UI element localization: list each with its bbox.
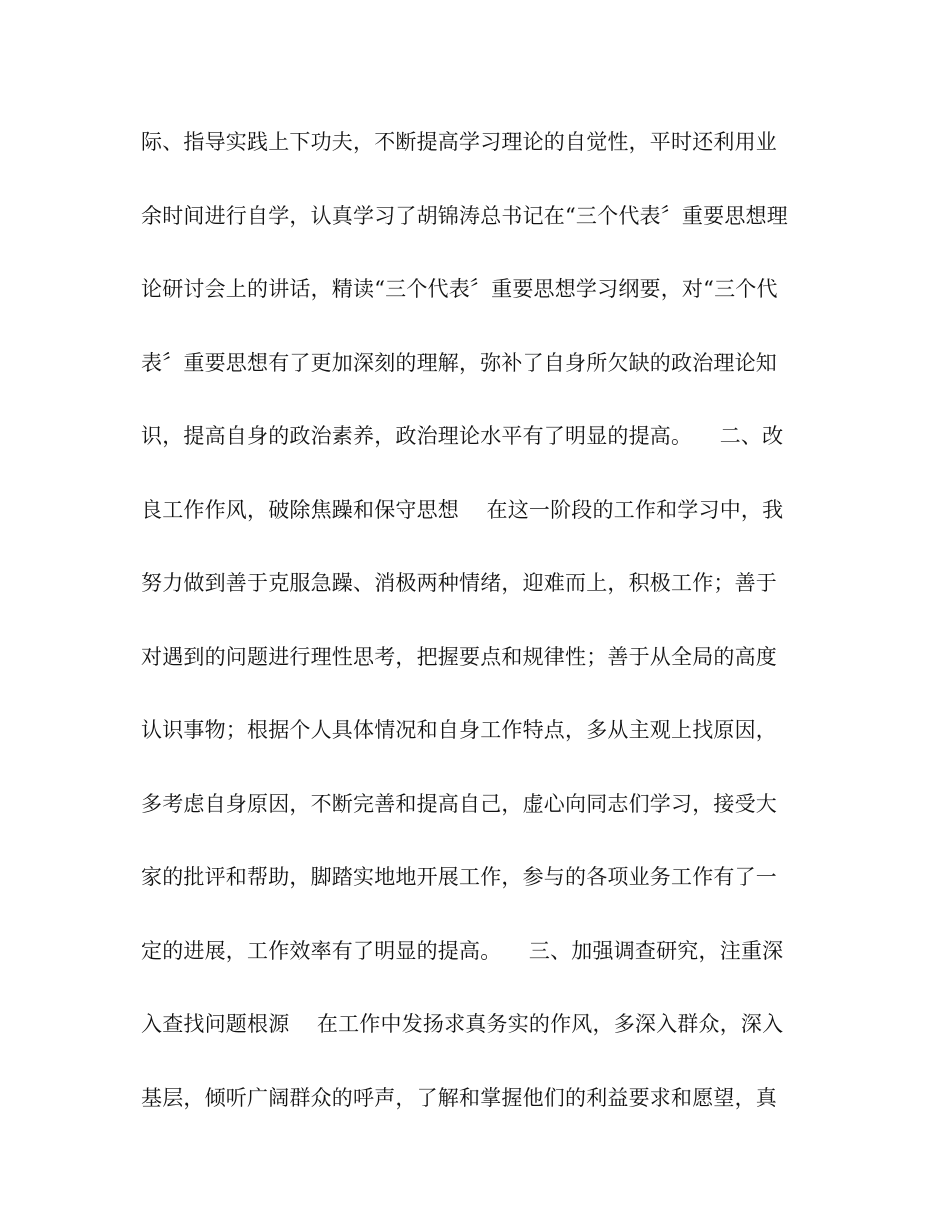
text-line: 定的进展，工作效率有了明显的提高。 三、加强调查研究，注重深 xyxy=(141,939,784,963)
text-line: 际、指导实践上下功夫，不断提高学习理论的自觉性，平时还利用业 xyxy=(141,130,777,154)
text-line: 余时间进行自学，认真学习了胡锦涛总书记在“三个代表〞重要思想理 xyxy=(141,204,788,228)
text-line: 认识事物；根据个人具体情况和自身工作特点，多从主观上找原因， xyxy=(141,718,777,742)
text-line: 入查找问题根源 在工作中发扬求真务实的作风，多深入群众，深入 xyxy=(141,1012,784,1036)
text-line: 努力做到善于克服急躁、消极两种情绪，迎难而上，积极工作；善于 xyxy=(141,571,777,595)
text-line: 多考虑自身原因，不断完善和提高自己，虚心向同志们学习，接受大 xyxy=(141,792,777,816)
text-line: 良工作作风，破除焦躁和保守思想 在这一阶段的工作和学习中，我 xyxy=(141,498,784,522)
text-line: 基层，倾听广阔群众的呼声，了解和掌握他们的利益要求和愿望，真 xyxy=(141,1086,777,1110)
text-line: 识，提高自身的政治素养，政治理论水平有了明显的提高。 二、改 xyxy=(141,424,784,448)
text-line: 对遇到的问题进行理性思考，把握要点和规律性；善于从全局的高度 xyxy=(141,645,777,669)
text-line: 论研讨会上的讲话，精读“三个代表〞重要思想学习纲要，对“三个代 xyxy=(141,277,778,301)
text-line: 家的批评和帮助，脚踏实地地开展工作，参与的各项业务工作有了一 xyxy=(141,865,777,889)
text-line: 表〞重要思想有了更加深刻的理解，弥补了自身所欠缺的政治理论知 xyxy=(141,351,777,375)
